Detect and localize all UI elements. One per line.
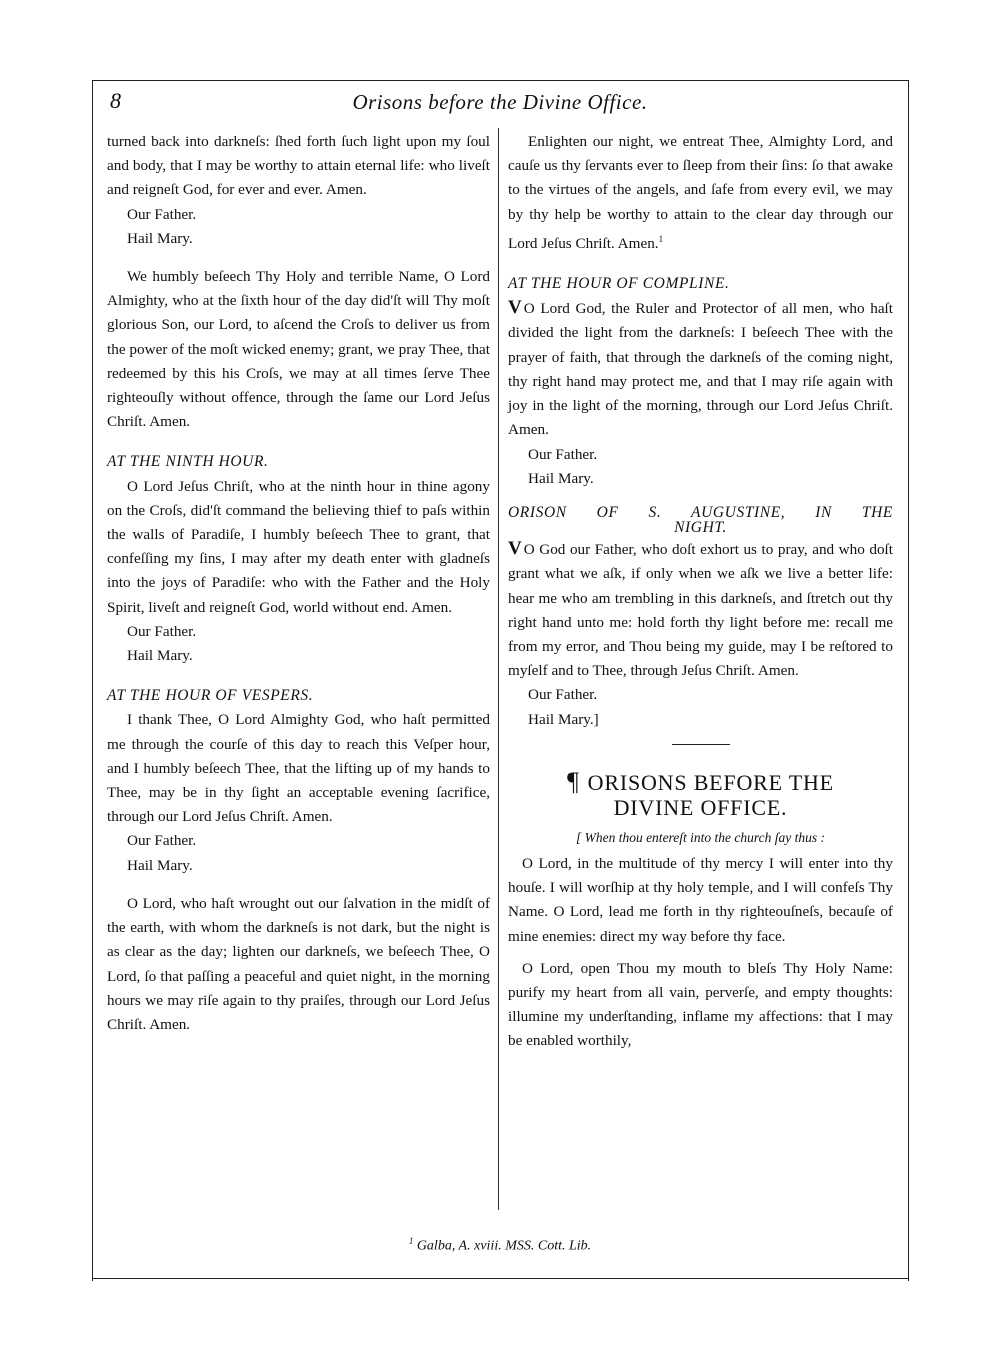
right-column <box>508 130 893 1054</box>
short-rule <box>672 744 730 745</box>
section-heading-vespers: AT THE HOUR OF VESPERS. <box>107 687 314 705</box>
our-father-line: Our Father. <box>528 686 598 704</box>
section-heading-ninth-hour: AT THE NINTH HOUR. <box>107 453 269 471</box>
versicle-mark: V <box>508 538 522 560</box>
paragraph <box>508 130 893 256</box>
section-heading-augustine: ORISON OF S. AUGUSTINE, IN THE <box>508 503 893 521</box>
page-number: 8 <box>110 88 121 113</box>
paragraph-text: Enlighten our night, we entreat Thee, Almighty Lord, and cauſe us thy ſervants ever to ſleep from their ſins: ſo that awake to the virtues of the angels, and ſafe from every evil, we may by thy help be worthy to attain to the clear day through our Lord Jeſus Chriſt. Amen. <box>508 133 893 252</box>
our-father-line: Our Father. <box>528 445 598 463</box>
our-father-line: Our Father. <box>127 622 197 640</box>
paragraph <box>508 537 893 683</box>
paragraph-text: O Lord God, the Ruler and Protector of all men, who haſt divided the light from the darkneſs: I beſeech Thee with the prayer of faith, that through the darkneſs of the coming night, thy right hand may protect me, and that I may riſe again with joy in the light of the morning, through our Lord Jeſus Chriſt. Amen. <box>508 300 893 439</box>
hail-mary-line: Hail Mary. <box>127 647 193 665</box>
hail-mary-line: Hail Mary.] <box>528 710 599 728</box>
paragraph: turned back into darkneſs: ſhed forth ſuch light upon my ſoul and body, that I may be worthy to attain eternal life: who liveſt and reigneſt God, for ever and ever. Amen. <box>107 133 490 199</box>
chapter-title <box>508 766 893 796</box>
hail-mary-line: Hail Mary. <box>127 229 193 247</box>
paragraph: We humbly beſeech Thy Holy and terrible Name, O Lord Almighty, who at the ſixth hour of the day did'ſt will Thy moſt glorious Son, our Lord, to aſcend the Croſs to deliver us from the power of the moſt wicked enemy; grant, we pray Thee, that redeemed by this his Croſs, we may at all times ſerve Thee righteouſly without offence, through the ſame our Lord Jeſus Chriſt. Amen. <box>107 268 490 431</box>
our-father-line: Our Father. <box>127 205 197 223</box>
section-heading-compline: AT THE HOUR OF COMPLINE. <box>508 275 730 293</box>
footnote-marker: 1 <box>658 233 664 244</box>
paragraph: O Lord, who haſt wrought out our ſalvation in the midſt of the earth, with whom the darkneſs is not dark, but the night is as clear as the day; lighten our darkneſs, we beſeech Thee, O Lord, ſo that paſſing a peaceful and quiet night, in the morning hours we may riſe again to thy praiſes, through our Lord Jeſus Chriſt. Amen. <box>107 894 490 1033</box>
running-title: Orisons before the Divine Office. <box>352 90 648 114</box>
left-column <box>107 130 490 1037</box>
footnote <box>0 1236 1000 1255</box>
paragraph: O Lord, in the multitude of thy mercy I will enter into thy houſe. I will worſhip at thy holy temple, and I will confeſs Thy Name. O Lord, lead me forth in thy righteouſneſs, becauſe of mine enemies: direct my way before thy face. <box>508 854 893 945</box>
our-father-line: Our Father. <box>127 832 197 850</box>
chapter-title-line-1: ORISONS BEFORE THE <box>587 769 834 795</box>
hail-mary-line: Hail Mary. <box>127 856 193 874</box>
section-heading-augustine-2: NIGHT. <box>674 519 727 537</box>
chapter-title-line-2: DIVINE OFFICE. <box>613 794 788 820</box>
pilcrow-icon: ¶ <box>567 766 580 796</box>
hail-mary-line: Hail Mary. <box>528 469 594 487</box>
paragraph: O Lord, open Thou my mouth to bleſs Thy Holy Name: purify my heart from all vain, perverſe, and empty thoughts: illumine my underſtanding, inflame my affections: that I may be enabled worthily, <box>508 959 893 1050</box>
paragraph: O Lord Jeſus Chriſt, who at the ninth hour in thine agony on the Croſs, did'ſt command the believing thief to paſs within the walls of Paradiſe, I humbly beſeech Thee to grant, that confeſſing my ſins, I may after my death enter with gladneſs into the joys of Paradiſe: who with the Father and the Holy Spirit, liveſt and reigneſt God, world without end. Amen. <box>107 477 490 616</box>
paragraph: I thank Thee, O Lord Almighty God, who haſt permitted me through the courſe of this day to reach this Veſper hour, and I humbly beſeech Thee, that the lifting up of my hands to Thee, may be in thy ſight an acceptable evening ſacrifice, through our Lord Jeſus Chriſt. Amen. <box>107 711 490 826</box>
footnote-text: Galba, A. xviii. MSS. Cott. Lib. <box>416 1238 592 1254</box>
paragraph <box>508 296 893 442</box>
column-divider <box>498 128 499 1210</box>
bottom-rule <box>92 1278 909 1279</box>
footnote-mark: 1 <box>408 1236 414 1246</box>
versicle-mark: V <box>508 297 522 319</box>
paragraph-text: O God our Father, who doſt exhort us to pray, and who doſt grant what we aſk, if only when we aſk we live a better life: hear me who am trembling in this darkneſs, and ſtretch out thy right hand unto me: hold forth thy light before me: recall me from my error, and Thou being my guide, may I be reſtored to myſelf and to Thee, through Jeſus Chriſt. Amen. <box>508 541 893 680</box>
rubric: [ When thou entereſt into the church ſay thus : <box>575 829 826 845</box>
